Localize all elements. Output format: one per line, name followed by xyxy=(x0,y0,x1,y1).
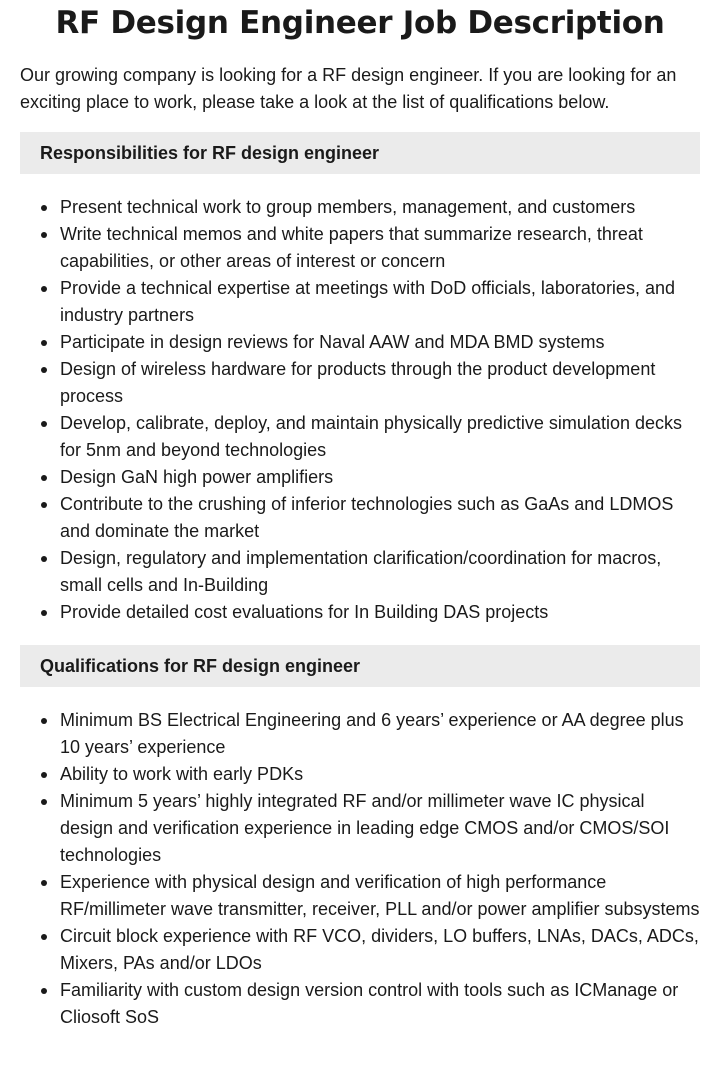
list-item xyxy=(20,410,700,464)
list-item-text: Design of wireless hardware for products through the product development process xyxy=(60,359,656,406)
bullet-icon xyxy=(41,367,47,373)
list-item xyxy=(20,221,700,275)
responsibilities-list xyxy=(20,194,700,626)
bullet-icon xyxy=(41,772,47,778)
list-item xyxy=(20,545,700,599)
list-item-text: Provide detailed cost evaluations for In Building DAS projects xyxy=(60,602,549,622)
bullet-icon xyxy=(41,988,47,994)
list-item-text: Provide a technical expertise at meetings with DoD officials, laboratories, and industry partners xyxy=(60,278,675,325)
list-item-text: Participate in design reviews for Naval AAW and MDA BMD systems xyxy=(60,332,605,352)
list-item xyxy=(20,977,700,1031)
responsibilities-header: Responsibilities for RF design engineer xyxy=(20,132,700,174)
bullet-icon xyxy=(41,475,47,481)
list-item-text: Develop, calibrate, deploy, and maintain physically predictive simulation decks for 5nm and beyond technologies xyxy=(60,413,682,460)
bullet-icon xyxy=(41,610,47,616)
list-item-text: Circuit block experience with RF VCO, dividers, LO buffers, LNAs, DACs, ADCs, Mixers, PAs and/or LDOs xyxy=(60,926,699,973)
bullet-icon xyxy=(41,286,47,292)
list-item-text: Familiarity with custom design version control with tools such as ICManage or Cliosoft SoS xyxy=(60,980,679,1027)
list-item-text: Design, regulatory and implementation clarification/coordination for macros, small cells and In-Building xyxy=(60,548,662,595)
page-title: RF Design Engineer Job Description xyxy=(55,5,665,41)
list-item-text: Minimum 5 years’ highly integrated RF and/or millimeter wave IC physical design and verification experience in leading edge CMOS and/or CMOS/SOI technologies xyxy=(60,791,670,865)
list-item xyxy=(20,356,700,410)
list-item-text: Ability to work with early PDKs xyxy=(60,764,304,784)
list-item xyxy=(20,329,700,356)
bullet-icon xyxy=(41,205,47,211)
bullet-icon xyxy=(41,934,47,940)
list-item xyxy=(20,707,700,761)
qualifications-list xyxy=(20,707,700,1031)
list-item-text: Contribute to the crushing of inferior technologies such as GaAs and LDMOS and dominate the market xyxy=(60,494,674,541)
list-item-text: Write technical memos and white papers that summarize research, threat capabilities, or other areas of interest or concern xyxy=(60,224,643,271)
qualifications-header: Qualifications for RF design engineer xyxy=(20,645,700,687)
list-item xyxy=(20,599,700,626)
list-item xyxy=(20,761,700,788)
bullet-icon xyxy=(41,502,47,508)
list-item xyxy=(20,491,700,545)
bullet-icon xyxy=(41,232,47,238)
list-item xyxy=(20,194,700,221)
intro-paragraph: Our growing company is looking for a RF design engineer. If you are looking for an exciting place to work, please take a look at the list of qualifications below. xyxy=(20,65,677,112)
list-item-text: Experience with physical design and verification of high performance RF/millimeter wave transmitter, receiver, PLL and/or power amplifier subsystems xyxy=(60,872,700,919)
bullet-icon xyxy=(41,421,47,427)
bullet-icon xyxy=(41,799,47,805)
list-item-text: Design GaN high power amplifiers xyxy=(60,467,334,487)
bullet-icon xyxy=(41,340,47,346)
bullet-icon xyxy=(41,880,47,886)
list-item-text: Present technical work to group members, management, and customers xyxy=(60,197,636,217)
list-item xyxy=(20,869,700,923)
list-item xyxy=(20,275,700,329)
list-item-text: Minimum BS Electrical Engineering and 6 years’ experience or AA degree plus 10 years’ experience xyxy=(60,710,684,757)
list-item xyxy=(20,464,700,491)
bullet-icon xyxy=(41,718,47,724)
list-item xyxy=(20,788,700,869)
list-item xyxy=(20,923,700,977)
bullet-icon xyxy=(41,556,47,562)
